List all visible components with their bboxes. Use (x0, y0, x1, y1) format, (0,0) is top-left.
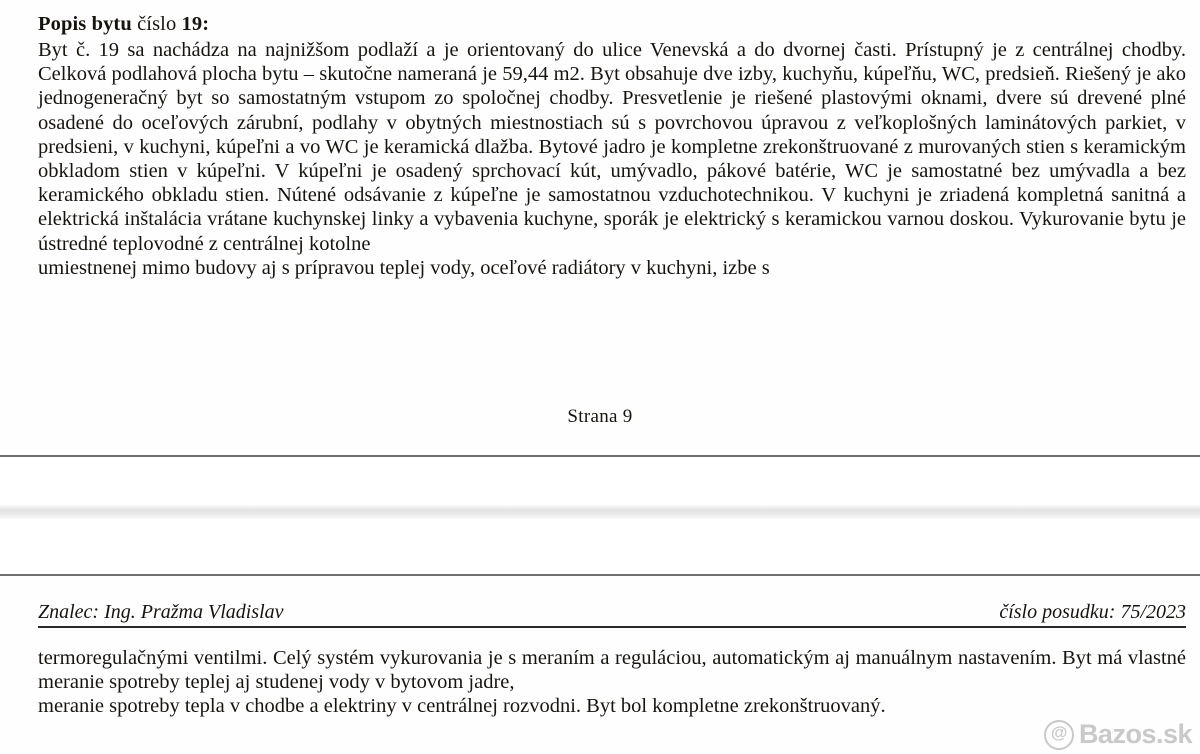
page-gap-lower (0, 519, 1200, 574)
page-number-label: Strana 9 (567, 406, 633, 427)
watermark-label: Bazos.sk (1078, 719, 1192, 749)
section-heading (38, 12, 1185, 37)
heating-description-last-line: meranie spotreby tepla v chodbe a elektriny v centrálnej rozvodni. Byt bol kompletne zrekonštruovaný. (38, 695, 886, 718)
report-number-label: číslo posudku: 75/2023 (999, 601, 1186, 623)
page-gap-shadow-band (0, 505, 1200, 519)
section-heading-middle: číslo (131, 13, 182, 35)
section-heading-number: 19: (181, 13, 210, 35)
apartment-description-last-line: umiestnenej mimo budovy aj s prípravou teplej vody, oceľové radiátory v kuchyni, izbe s (38, 256, 770, 279)
heating-description-body: termoregulačnými ventilmi. Celý systém vykurovania je s meraním a reguláciou, automatickým aj manuálnym nastavením. Byt má vlastné meranie spotreby teplej aj studenej vody v bytovom jadre, (38, 647, 1186, 694)
at-sign-icon: @ (1044, 720, 1074, 750)
expert-name-label: Znalec: Ing. Pražma Vladislav (38, 601, 284, 623)
heating-description-paragraph (38, 628, 1186, 719)
page-gap-upper (0, 457, 1200, 507)
section-heading-lead: Popis bytu (38, 13, 132, 35)
running-header (38, 576, 1186, 628)
apartment-description-body: Byt č. 19 sa nachádza na najnižšom podlaží a je orientovaný do ulice Venevská a do dvornej časti. Prístupný je z centrálnej chodby. Celková podlahová plocha bytu – skutočne nameraná je 59,44 m2. Byt obsahuje dve izby, kuchyňu, kúpeľňu, WC, predsieň. Riešený je ako jednogeneračný byt so samostatným vstupom zo spoločnej chodby. Presvetlenie je riešené plastovými oknami, dvere sú drevené plné osadené do oceľových zárubní, podlahy v obytných miestnostiach sú s povrchovou úpravou z veľkoplošných laminátových parkiet, v predsieni, v kuchyni, kúpeľni a vo WC je keramická dlažba. Bytové jadro je kompletne zrekonštruované z murovaných stien s keramickým obkladom stien v kúpeľni. V kúpeľni je osadený sprchovací kút, umývadlo, pákové batérie, WC je samostatné bez umývadla a bez keramického obkladu stien. Nútené odsávanie z kúpeľne je samostatnou vzduchotechnikou. V kuchyni je zriadená kompletná sanitná a elektrická inštalácia vrátane kuchynskej linky a vybavenia kuchyne, sporák je elektrický s keramickou varnou doskou. Vykurovanie bytu je ústredné teplovodné z centrálnej kotolne (38, 39, 1186, 255)
apartment-description-paragraph (38, 38, 1186, 280)
document-page-bottom (0, 576, 1200, 754)
